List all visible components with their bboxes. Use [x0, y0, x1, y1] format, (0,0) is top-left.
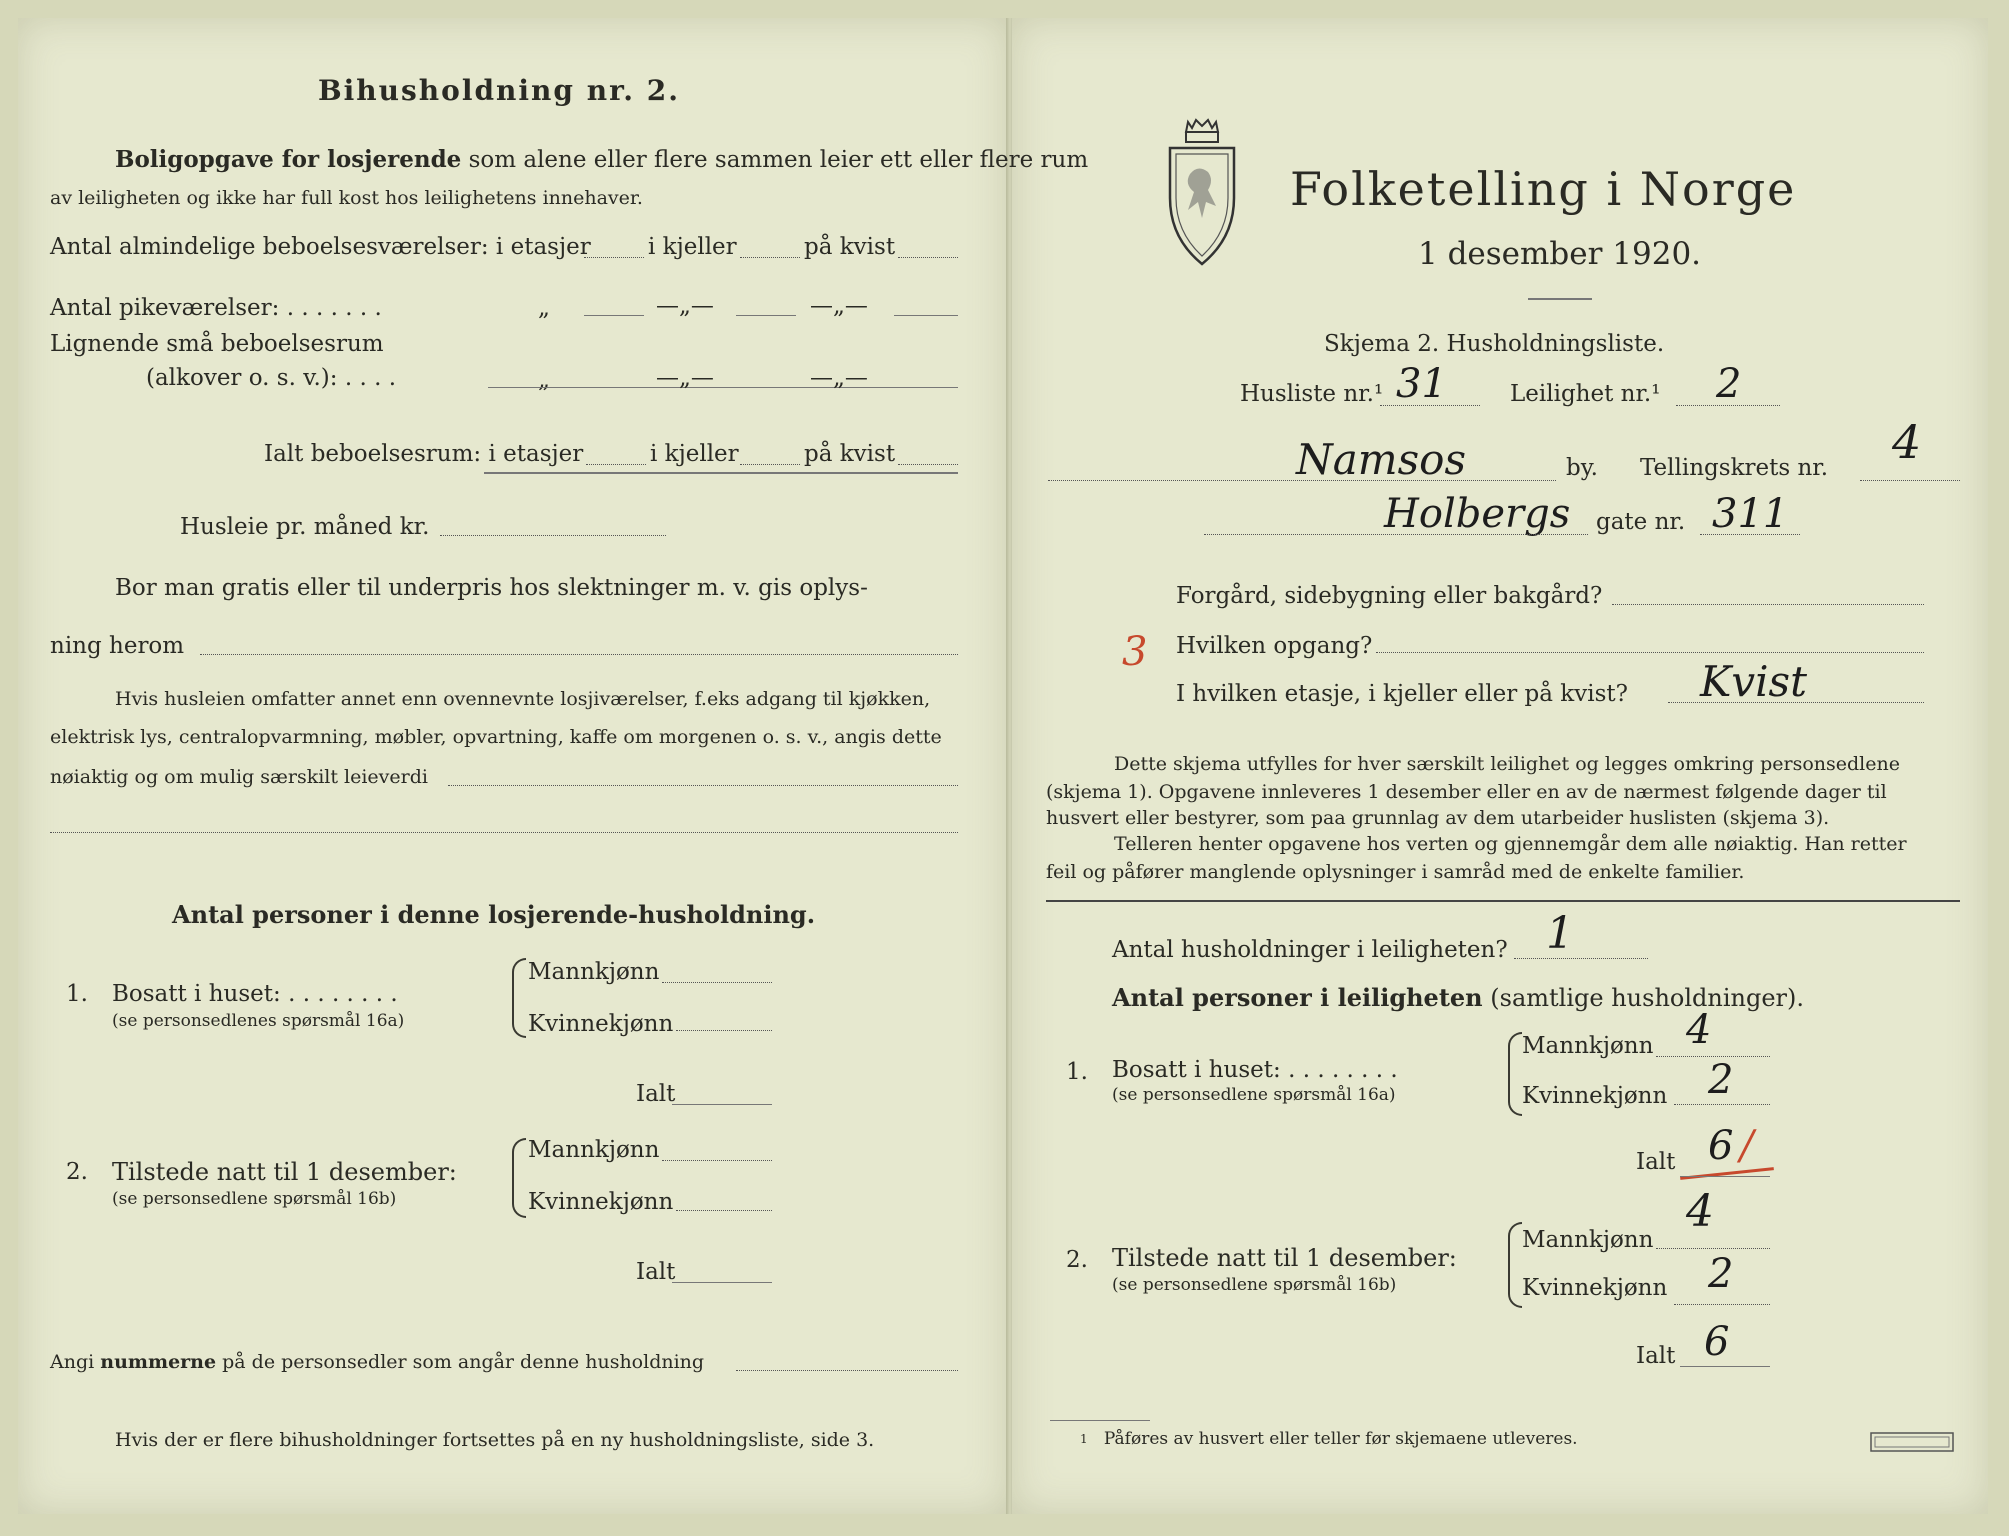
right-q2-sub: (se personsedlene spørsmål 16b) [1112, 1275, 1397, 1295]
right-antal-line: Antal personer i leiligheten (samtlige husholdninger). [1112, 983, 1805, 1012]
rooms-label: Antal almindelige beboelsesværelser: i etasjer [50, 234, 591, 260]
right-q1-ialt-label: Ialt [1636, 1149, 1676, 1175]
lignende-line-1: Lignende små beboelsesrum [50, 331, 384, 357]
forgard-label: Forgård, sidebygning eller bakgård? [1176, 583, 1603, 609]
ialt-etasjer-field[interactable] [586, 464, 646, 465]
gratis-field[interactable] [200, 654, 958, 655]
printer-stamp-icon [1870, 1432, 1954, 1452]
city-field[interactable] [1048, 480, 1556, 481]
footnote-line [1080, 1428, 1578, 1450]
left-q2-label: Tilstede natt til 1 desember: [112, 1158, 457, 1186]
footnote-num: 1 [1080, 1432, 1088, 1446]
right-q1-mann-label: Mannkjønn [1522, 1033, 1654, 1059]
ialt-rum-label: Ialt beboelsesrum: i etasjer [264, 441, 584, 467]
left-q1-num: 1. [66, 981, 88, 1007]
forgard-field[interactable] [1612, 604, 1924, 605]
rooms-kjeller-field[interactable] [740, 257, 800, 258]
by-label: by. [1566, 455, 1598, 481]
intro-line-2: av leiligheten og ikke har full kost hos leilighetens innehaver. [50, 187, 643, 209]
rooms-etasjer-field[interactable] [584, 257, 644, 258]
left-q1-ialt-label: Ialt [636, 1081, 676, 1107]
leilighet-label: Leilighet nr.¹ [1510, 381, 1661, 407]
footnote-text: Påføres av husvert eller teller før skjemaene utleveres. [1103, 1429, 1578, 1449]
margin-mark: 3 [1122, 629, 1148, 675]
pike-label: Antal pikeværelser: . . . . . . . [50, 295, 382, 321]
right-q2-num: 2. [1066, 1247, 1088, 1273]
info-line-1: Dette skjema utfylles for hver særskilt leilighet og legges omkring personsedlene [1114, 753, 1900, 775]
hvis-line-2: elektrisk lys, centralopvarmning, møbler, opvartning, kaffe om morgenen o. s. v., angis dette [50, 726, 942, 748]
left-q1-brace [512, 958, 526, 1038]
pike-field-2[interactable] [736, 315, 796, 316]
right-q2-label: Tilstede natt til 1 desember: [1112, 1244, 1457, 1272]
right-q2-kvinne-field[interactable] [1674, 1304, 1770, 1305]
left-q1-mann-label: Mannkjønn [528, 959, 660, 985]
left-q2-ialt-field[interactable] [672, 1282, 772, 1283]
right-q2-ialt-value: 6 [1704, 1319, 1730, 1365]
leieverdi-field[interactable] [448, 785, 958, 786]
krets-label: Tellingskrets nr. [1640, 455, 1829, 481]
left-q1-mann-field[interactable] [662, 982, 772, 983]
intro-line-1 [115, 146, 1088, 174]
right-q2-brace [1508, 1222, 1522, 1308]
etasje-value: Kvist [1700, 657, 1807, 706]
ialt-underline [484, 472, 958, 474]
title-divider [1528, 298, 1592, 300]
right-q1-kvinne-label: Kvinnekjønn [1522, 1083, 1668, 1109]
right-date: 1 desember 1920. [1418, 236, 1702, 272]
krets-field[interactable] [1860, 480, 1960, 481]
right-q1-ialt-mark: / [1740, 1123, 1754, 1169]
left-q2-ialt-label: Ialt [636, 1259, 676, 1285]
lignende-line-2: (alkover o. s. v.): . . . . [146, 365, 397, 391]
left-footer: Hvis der er flere bihusholdninger fortsettes på en ny husholdningsliste, side 3. [115, 1429, 875, 1451]
left-q2-mann-field[interactable] [662, 1160, 772, 1161]
right-q2-kvinne-label: Kvinnekjønn [1522, 1275, 1668, 1301]
right-q1-ialt-value: 6 [1708, 1123, 1734, 1169]
right-title: Folketelling i Norge [1290, 162, 1797, 216]
intro-rest: som alene eller flere sammen leier ett eller flere rum [468, 147, 1089, 173]
etasje-label: I hvilken etasje, i kjeller eller på kvist? [1176, 681, 1628, 707]
pike-field-1[interactable] [584, 315, 644, 316]
info-line-3: husvert eller bestyrer, som paa grunnlag av dem utarbeider huslisten (skjema 3). [1046, 807, 1830, 829]
street-value: Holbergs [1384, 491, 1571, 537]
etasje-field[interactable] [1668, 702, 1924, 703]
info-line-5: feil og påfører manglende oplysninger i samråd med de enkelte familier. [1046, 861, 1745, 883]
right-q2-ialt-field[interactable] [1680, 1366, 1770, 1367]
left-q2-kvinne-label: Kvinnekjønn [528, 1189, 674, 1215]
opgang-label: Hvilken opgang? [1176, 633, 1373, 659]
info-line-4: Telleren henter opgavene hos verten og gjennemgår dem alle nøiaktig. Han retter [1114, 833, 1907, 855]
left-q2-num: 2. [66, 1159, 88, 1185]
rooms-kvist-label: på kvist [804, 234, 896, 260]
right-q1-label: Bosatt i huset: . . . . . . . . [1112, 1057, 1398, 1083]
left-q2-kvinne-field[interactable] [676, 1210, 772, 1211]
husliste-label: Husliste nr.¹ [1240, 381, 1384, 407]
city-value: Namsos [1296, 435, 1467, 484]
ialt-kjeller-field[interactable] [740, 464, 800, 465]
rooms-kjeller-label: i kjeller [648, 234, 737, 260]
pike-ditto-1: „ [538, 295, 550, 321]
right-q1-mann-value: 4 [1686, 1007, 1712, 1053]
left-title: Bihusholdning nr. 2. [318, 74, 680, 107]
husleie-label: Husleie pr. måned kr. [180, 514, 430, 540]
hush-field[interactable] [1514, 958, 1648, 959]
left-q2-brace [512, 1138, 526, 1218]
left-q1-kvinne-label: Kvinnekjønn [528, 1011, 674, 1037]
lignende-ditto-3: —„— [810, 365, 868, 391]
gratis-line-2: ning herom [50, 633, 185, 659]
left-q1-label: Bosatt i huset: . . . . . . . . [112, 981, 398, 1007]
extra-line[interactable] [50, 832, 958, 833]
husliste-field[interactable] [1380, 405, 1480, 406]
ialt-kjeller-label: i kjeller [650, 441, 739, 467]
right-q1-sub: (se personsedlene spørsmål 16a) [1112, 1085, 1396, 1105]
pike-ditto-2: —„— [656, 293, 714, 319]
angi-field[interactable] [736, 1370, 958, 1371]
info-divider [1046, 900, 1960, 902]
gratis-line-1: Bor man gratis eller til underpris hos slektninger m. v. gis oplys- [115, 575, 868, 601]
intro-bold: Boligopgave for losjerende [115, 146, 462, 173]
angi-line: Angi nummerne på de personsedler som angår denne husholdning [50, 1351, 705, 1373]
lignende-ditto-1: „ [538, 367, 550, 393]
coat-of-arms-icon [1162, 118, 1242, 268]
right-q2-mann-value: 4 [1686, 1186, 1714, 1237]
right-q1-brace [1508, 1032, 1522, 1116]
husliste-value: 31 [1396, 361, 1447, 407]
left-q1-ialt-field[interactable] [672, 1104, 772, 1105]
right-q2-kvinne-value: 2 [1708, 1251, 1734, 1297]
pike-field-3[interactable] [894, 315, 958, 316]
left-q1-kvinne-field[interactable] [676, 1030, 772, 1031]
skjema-label: Skjema 2. Husholdningsliste. [1324, 331, 1665, 357]
leilighet-value: 2 [1716, 361, 1742, 407]
ialt-kvist-field[interactable] [898, 464, 958, 465]
opgang-field[interactable] [1376, 652, 1924, 653]
right-q2-mann-label: Mannkjønn [1522, 1227, 1654, 1253]
info-line-2: (skjema 1). Opgavene innleveres 1 desember eller en av de nærmest følgende dager til [1046, 781, 1887, 803]
left-antal-heading: Antal personer i denne losjerende-husholdning. [172, 900, 816, 929]
right-q2-mann-field[interactable] [1656, 1248, 1770, 1249]
right-q1-num: 1. [1066, 1059, 1088, 1085]
lignende-field[interactable] [488, 387, 958, 388]
right-q2-ialt-label: Ialt [1636, 1343, 1676, 1369]
hush-value: 1 [1546, 908, 1574, 959]
hush-label: Antal husholdninger i leiligheten? [1112, 937, 1508, 963]
leilighet-field[interactable] [1676, 405, 1780, 406]
right-q1-kvinne-field[interactable] [1674, 1104, 1770, 1105]
hvis-line-1: Hvis husleien omfatter annet enn ovennevnte losjiværelser, f.eks adgang til kjøkken, [115, 688, 931, 710]
footnote-divider [1050, 1420, 1150, 1421]
hvis-line-3: nøiaktig og om mulig særskilt leieverdi [50, 766, 428, 788]
lignende-ditto-2: —„— [656, 365, 714, 391]
rooms-kvist-field[interactable] [898, 257, 958, 258]
left-q2-mann-label: Mannkjønn [528, 1137, 660, 1163]
krets-value: 4 [1892, 415, 1922, 469]
left-q2-sub: (se personsedlene spørsmål 16b) [112, 1189, 397, 1209]
right-q1-ialt-field[interactable] [1680, 1176, 1770, 1177]
gate-field[interactable] [1700, 534, 1800, 535]
street-field[interactable] [1204, 534, 1588, 535]
right-q1-kvinne-value: 2 [1708, 1057, 1734, 1103]
husleie-field[interactable] [440, 535, 666, 536]
left-q1-sub: (se personsedlenes spørsmål 16a) [112, 1011, 405, 1031]
gate-label: gate nr. [1596, 509, 1686, 535]
gate-value: 311 [1712, 491, 1789, 537]
ialt-kvist-label: på kvist [804, 441, 896, 467]
pike-ditto-3: —„— [810, 293, 868, 319]
